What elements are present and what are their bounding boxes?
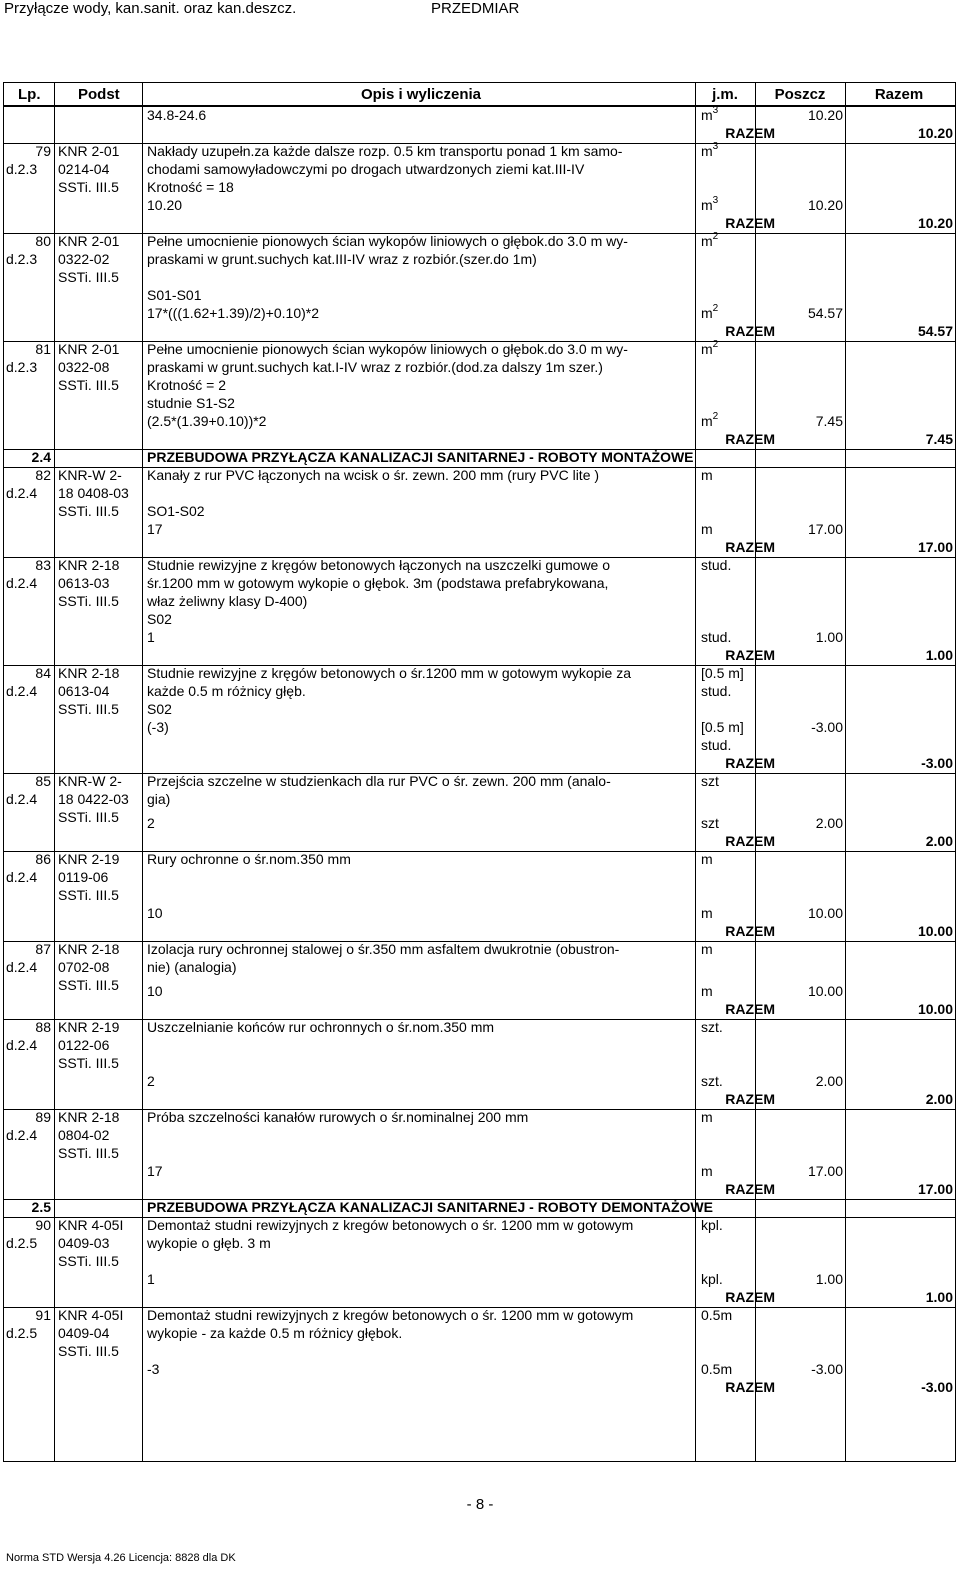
- item-desc: S02: [147, 611, 172, 627]
- item-sst: SSTi. III.5: [58, 377, 119, 393]
- item-calc-unit: kpl.: [701, 1271, 723, 1287]
- item-desc: nie) (analogia): [147, 959, 237, 975]
- item-sst: SSTi. III.5: [58, 977, 119, 993]
- item-poszcz: 17.00: [807, 1163, 843, 1179]
- item-calc-unit: szt.: [701, 1073, 723, 1089]
- item-knr: KNR 4-05I: [58, 1307, 124, 1323]
- item-calc: (-3): [147, 719, 169, 735]
- item-calc-unit: 0.5m: [701, 1361, 733, 1377]
- razem-value: 1.00: [925, 647, 953, 663]
- item-sst: SSTi. III.5: [58, 1055, 119, 1071]
- item-unit: $m^2$: [701, 231, 719, 249]
- item-knr: KNR 2-18: [58, 557, 120, 573]
- item-lp2: d.2.3: [6, 161, 38, 177]
- item-desc: Próba szczelności kanałów rurowych o śr.nominalnej 200 mm: [147, 1109, 529, 1125]
- item-calc-unit: m: [701, 983, 713, 999]
- item-knr-code: 0702-08: [58, 959, 110, 975]
- section-number: 2.5: [31, 1199, 51, 1215]
- item-desc: Studnie rewizyjne z kręgów betonowych o śr.1200 mm w gotowym wykopie za: [147, 665, 631, 681]
- item-calc-unit: $m^3$: [701, 195, 719, 213]
- item-poszcz: 2.00: [815, 815, 843, 831]
- item-poszcz: 2.00: [815, 1073, 843, 1089]
- razem-value: 17.00: [917, 539, 953, 555]
- item-lp: 82: [35, 467, 51, 483]
- razem-label: RAZEM: [725, 431, 775, 447]
- razem-value: 54.57: [917, 323, 953, 339]
- item-poszcz: 7.45: [815, 413, 843, 429]
- item-lp2: d.2.4: [6, 959, 38, 975]
- item-calc-unit: [0.5 m]: [701, 719, 744, 735]
- col-podst: Podst: [78, 85, 120, 103]
- razem-value: 1.00: [925, 1289, 953, 1305]
- col-opis: Opis i wyliczenia: [360, 85, 482, 103]
- footer-license: Norma STD Wersja 4.26 Licencja: 8828 dla DK: [6, 1552, 236, 1564]
- razem-label: RAZEM: [725, 323, 775, 339]
- item-poszcz: 17.00: [807, 521, 843, 537]
- razem-value: 2.00: [925, 1091, 953, 1107]
- item-sst: SSTi. III.5: [58, 1253, 119, 1269]
- item-knr: KNR 2-18: [58, 1109, 120, 1125]
- item-poszcz: 10.00: [807, 905, 843, 921]
- item-desc: Demontaż studni rewizyjnych z kregów betonowych o śr. 1200 mm w gotowym: [147, 1307, 634, 1323]
- item-lp: 84: [35, 665, 51, 681]
- item-desc: Krotność = 2: [147, 377, 226, 393]
- razem-label: RAZEM: [725, 755, 775, 771]
- item-knr-code: 0613-04: [58, 683, 110, 699]
- item-sst: SSTi. III.5: [58, 593, 119, 609]
- carry-poszcz: 10.20: [807, 107, 843, 123]
- item-poszcz: 10.00: [807, 983, 843, 999]
- item-calc-unit: $m^2$: [701, 411, 719, 429]
- item-unit: $m^3$: [701, 141, 719, 159]
- item-lp2: d.2.4: [6, 791, 38, 807]
- razem-label: RAZEM: [725, 125, 775, 141]
- item-calc-unit: stud.: [701, 737, 732, 753]
- item-unit: $m^2$: [701, 339, 719, 357]
- item-sst: SSTi. III.5: [58, 701, 119, 717]
- item-sst: SSTi. III.5: [58, 179, 119, 195]
- item-unit: m: [701, 851, 713, 867]
- item-poszcz: 54.57: [807, 305, 843, 321]
- razem-label: RAZEM: [725, 923, 775, 939]
- item-calc: 10.20: [147, 197, 183, 213]
- item-knr-code: 18 0408-03: [58, 485, 129, 501]
- razem-value: 10.00: [917, 1001, 953, 1017]
- item-unit: [0.5 m]: [701, 665, 744, 681]
- item-knr-code: 0804-02: [58, 1127, 110, 1143]
- razem-label: RAZEM: [725, 647, 775, 663]
- item-calc: -3: [147, 1361, 160, 1377]
- item-lp: 85: [35, 773, 51, 789]
- item-calc: 17: [147, 1163, 163, 1179]
- item-calc-unit: m: [701, 521, 713, 537]
- item-desc: gia): [147, 791, 171, 807]
- table-header: [4, 83, 955, 107]
- carry-unit: $m^3$: [701, 105, 719, 123]
- item-desc: Demontaż studni rewizyjnych z kregów betonowych o śr. 1200 mm w gotowym: [147, 1217, 634, 1233]
- item-lp: 79: [35, 143, 51, 159]
- item-calc: 1: [147, 629, 155, 645]
- carry-calc: 34.8-24.6: [147, 107, 207, 123]
- item-desc: studnie S1-S2: [147, 395, 235, 411]
- item-knr: KNR 4-05I: [58, 1217, 124, 1233]
- item-desc: Izolacja rury ochronnej stalowej o śr.350 mm asfaltem dwukrotnie (obustron-: [147, 941, 620, 957]
- table-body: [4, 107, 955, 1447]
- item-calc: 17*(((1.62+1.39)/2)+0.10)*2: [147, 305, 319, 321]
- item-desc: Krotność = 18: [147, 179, 234, 195]
- doc-header-left: Przyłącze wody, kan.sanit. oraz kan.deszcz.: [4, 0, 297, 17]
- section-number: 2.4: [31, 449, 51, 465]
- col-razem: Razem: [874, 85, 924, 103]
- doc-header-center: PRZEDMIAR: [431, 0, 520, 17]
- item-calc-unit: szt: [701, 815, 719, 831]
- item-knr: KNR-W 2-: [58, 773, 122, 789]
- item-desc: Kanały z rur PVC łączonych na wcisk o śr. zewn. 200 mm (rury PVC lite ): [147, 467, 600, 483]
- item-knr: KNR 2-18: [58, 941, 120, 957]
- item-knr: KNR 2-01: [58, 233, 120, 249]
- item-desc: Pełne umocnienie pionowych ścian wykopów liniowych o głębok.do 3.0 m wy-: [147, 341, 628, 357]
- przedmiar-table: [3, 82, 956, 1462]
- item-lp2: d.2.5: [6, 1325, 38, 1341]
- item-lp2: d.2.4: [6, 1127, 38, 1143]
- item-knr-code: 0214-04: [58, 161, 110, 177]
- item-lp2: d.2.4: [6, 485, 38, 501]
- item-calc-unit: stud.: [701, 629, 732, 645]
- razem-label: RAZEM: [725, 1001, 775, 1017]
- razem-value: -3.00: [921, 1379, 953, 1395]
- col-lp: Lp.: [18, 85, 41, 103]
- item-knr: KNR 2-01: [58, 143, 120, 159]
- item-unit: szt: [701, 773, 719, 789]
- razem-label: RAZEM: [725, 539, 775, 555]
- item-lp: 80: [35, 233, 51, 249]
- item-desc: właz żeliwny klasy D-400): [147, 593, 308, 609]
- razem-label: RAZEM: [725, 1289, 775, 1305]
- item-knr: KNR 2-19: [58, 1019, 120, 1035]
- item-knr-code: 0613-03: [58, 575, 110, 591]
- item-lp: 86: [35, 851, 51, 867]
- item-lp2: d.2.4: [6, 683, 38, 699]
- item-knr: KNR-W 2-: [58, 467, 122, 483]
- item-unit: m: [701, 467, 713, 483]
- item-lp: 87: [35, 941, 51, 957]
- item-unit: stud.: [701, 683, 732, 699]
- item-calc: 1: [147, 1271, 155, 1287]
- razem-label: RAZEM: [725, 215, 775, 231]
- item-unit: m: [701, 941, 713, 957]
- item-calc-unit: $m^2$: [701, 303, 719, 321]
- section-title: PRZEBUDOWA PRZYŁĄCZA KANALIZACJI SANITARNEJ - ROBOTY MONTAŻOWE: [147, 449, 694, 465]
- item-calc: (2.5*(1.39+0.10))*2: [147, 413, 267, 429]
- item-desc: S02: [147, 701, 172, 717]
- razem-label: RAZEM: [725, 1379, 775, 1395]
- item-knr: KNR 2-19: [58, 851, 120, 867]
- item-lp: 83: [35, 557, 51, 573]
- item-desc: Uszczelnianie końców rur ochronnych o śr.nom.350 mm: [147, 1019, 495, 1035]
- item-unit: szt.: [701, 1019, 723, 1035]
- razem-value: 17.00: [917, 1181, 953, 1197]
- item-desc: S01-S01: [147, 287, 202, 303]
- item-calc: 2: [147, 815, 155, 831]
- item-sst: SSTi. III.5: [58, 269, 119, 285]
- page-number: - 8 -: [466, 1496, 494, 1513]
- item-knr-code: 0409-04: [58, 1325, 110, 1341]
- item-sst: SSTi. III.5: [58, 1145, 119, 1161]
- item-calc: 17: [147, 521, 163, 537]
- item-desc: chodami samowyładowczymi po drogach utwardzonych ziemi kat.III-IV: [147, 161, 585, 177]
- item-poszcz: -3.00: [811, 1361, 843, 1377]
- col-jm: j.m.: [712, 85, 738, 103]
- item-desc: SO1-S02: [147, 503, 205, 519]
- item-desc: śr.1200 mm w gotowym wykopie o głębok. 3m (podstawa prefabrykowana,: [147, 575, 609, 591]
- item-calc-unit: m: [701, 1163, 713, 1179]
- item-unit: stud.: [701, 557, 732, 573]
- item-lp: 88: [35, 1019, 51, 1035]
- item-lp2: d.2.5: [6, 1235, 38, 1251]
- item-sst: SSTi. III.5: [58, 887, 119, 903]
- item-desc: Studnie rewizyjne z kręgów betonowych łączonych na uszczelki gumowe o: [147, 557, 611, 573]
- item-lp: 90: [35, 1217, 51, 1233]
- item-unit: m: [701, 1109, 713, 1125]
- item-desc: praskami w grunt.suchych kat.I-IV wraz z rozbiór.(dod.za dalszy 1m szer.): [147, 359, 603, 375]
- item-poszcz: -3.00: [811, 719, 843, 735]
- item-knr-code: 18 0422-03: [58, 791, 129, 807]
- item-lp2: d.2.3: [6, 359, 38, 375]
- item-knr-code: 0119-06: [58, 869, 109, 885]
- item-lp: 81: [35, 341, 51, 357]
- razem-value: 7.45: [925, 431, 953, 447]
- item-calc-unit: m: [701, 905, 713, 921]
- item-calc: 10: [147, 905, 163, 921]
- item-poszcz: 1.00: [815, 629, 843, 645]
- razem-value: 10.20: [917, 215, 953, 231]
- razem-value: 10.00: [917, 923, 953, 939]
- item-calc: 2: [147, 1073, 155, 1089]
- item-lp2: d.2.4: [6, 1037, 38, 1053]
- item-desc: każde 0.5 m różnicy głęb.: [147, 683, 306, 699]
- razem-value: 10.20: [917, 125, 953, 141]
- item-knr-code: 0122-06: [58, 1037, 110, 1053]
- razem-label: RAZEM: [725, 1091, 775, 1107]
- razem-value: 2.00: [925, 833, 953, 849]
- item-unit: 0.5m: [701, 1307, 733, 1323]
- item-lp: 89: [35, 1109, 51, 1125]
- razem-label: RAZEM: [725, 1181, 775, 1197]
- section-title: PRZEBUDOWA PRZYŁĄCZA KANALIZACJI SANITARNEJ - ROBOTY DEMONTAŻOWE: [147, 1199, 713, 1215]
- item-desc: wykopie - za każde 0.5 m różnicy głębok.: [147, 1325, 403, 1341]
- col-poszcz: Poszcz: [774, 85, 826, 103]
- razem-label: RAZEM: [725, 833, 775, 849]
- item-desc: Pełne umocnienie pionowych ścian wykopów liniowych o głębok.do 3.0 m wy-: [147, 233, 628, 249]
- item-sst: SSTi. III.5: [58, 1343, 119, 1359]
- item-unit: kpl.: [701, 1217, 723, 1233]
- item-desc: Przejścia szczelne w studzienkach dla rur PVC o śr. zewn. 200 mm (analo-: [147, 773, 611, 789]
- item-desc: wykopie o głęb. 3 m: [147, 1235, 271, 1251]
- item-lp2: d.2.4: [6, 575, 38, 591]
- razem-value: -3.00: [921, 755, 953, 771]
- item-sst: SSTi. III.5: [58, 503, 119, 519]
- item-knr-code: 0322-08: [58, 359, 110, 375]
- item-calc: 10: [147, 983, 163, 999]
- item-lp: 91: [35, 1307, 51, 1323]
- item-desc: praskami w grunt.suchych kat.III-IV wraz z rozbiór.(szer.do 1m): [147, 251, 537, 267]
- item-desc: Nakłady uzupełn.za każde dalsze rozp. 0.5 km transportu ponad 1 km samo-: [147, 143, 623, 159]
- item-knr: KNR 2-18: [58, 665, 120, 681]
- item-desc: Rury ochronne o śr.nom.350 mm: [147, 851, 351, 867]
- item-sst: SSTi. III.5: [58, 809, 119, 825]
- item-lp2: d.2.4: [6, 869, 38, 885]
- item-poszcz: 10.20: [807, 197, 843, 213]
- item-knr-code: 0409-03: [58, 1235, 110, 1251]
- item-knr: KNR 2-01: [58, 341, 120, 357]
- item-poszcz: 1.00: [815, 1271, 843, 1287]
- item-lp2: d.2.3: [6, 251, 38, 267]
- item-knr-code: 0322-02: [58, 251, 110, 267]
